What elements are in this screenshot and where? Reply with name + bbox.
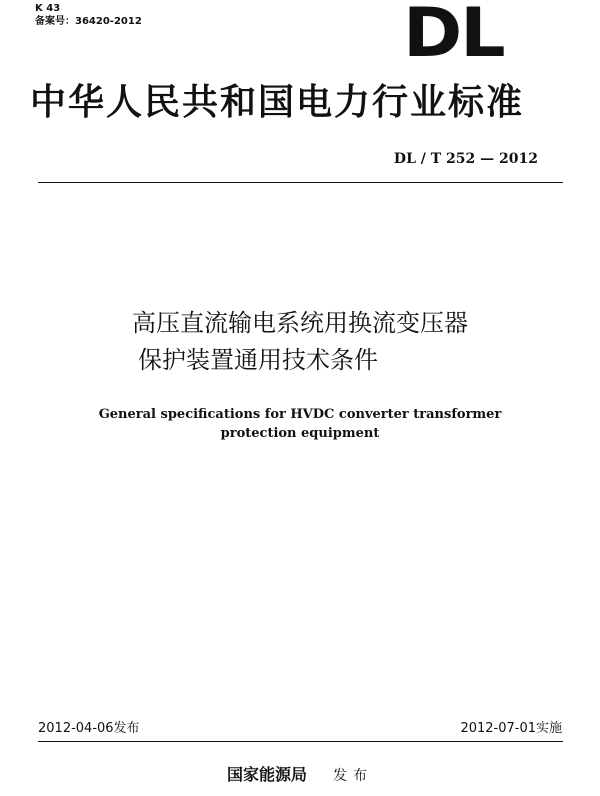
publisher-name: 国家能源局 [226, 765, 307, 784]
record-number: 备案号：36420-2012 [35, 16, 142, 27]
english-title-line-2: protection equipment [220, 426, 380, 441]
publisher-line [0, 764, 600, 787]
header-divider [38, 182, 563, 183]
issuing-authority-title: 中华人民共和国电力行业标准 [30, 81, 525, 123]
issue-date: 2012-04-06发布 [38, 721, 140, 736]
english-title-line-1: General specifications for HVDC converter transformer [98, 407, 502, 422]
classification-code: K 43 [35, 3, 61, 14]
chinese-title-line-2: 保护装置通用技术条件 [138, 346, 378, 374]
chinese-title-line-1: 高压直流输电系统用换流变压器 [132, 309, 468, 337]
standard-number: DL / T 252 — 2012 [393, 151, 538, 167]
footer-divider [38, 741, 563, 742]
dl-logo: DL [403, 0, 504, 73]
implementation-date: 2012-07-01实施 [460, 721, 562, 736]
publish-label: 发布 [333, 768, 373, 784]
